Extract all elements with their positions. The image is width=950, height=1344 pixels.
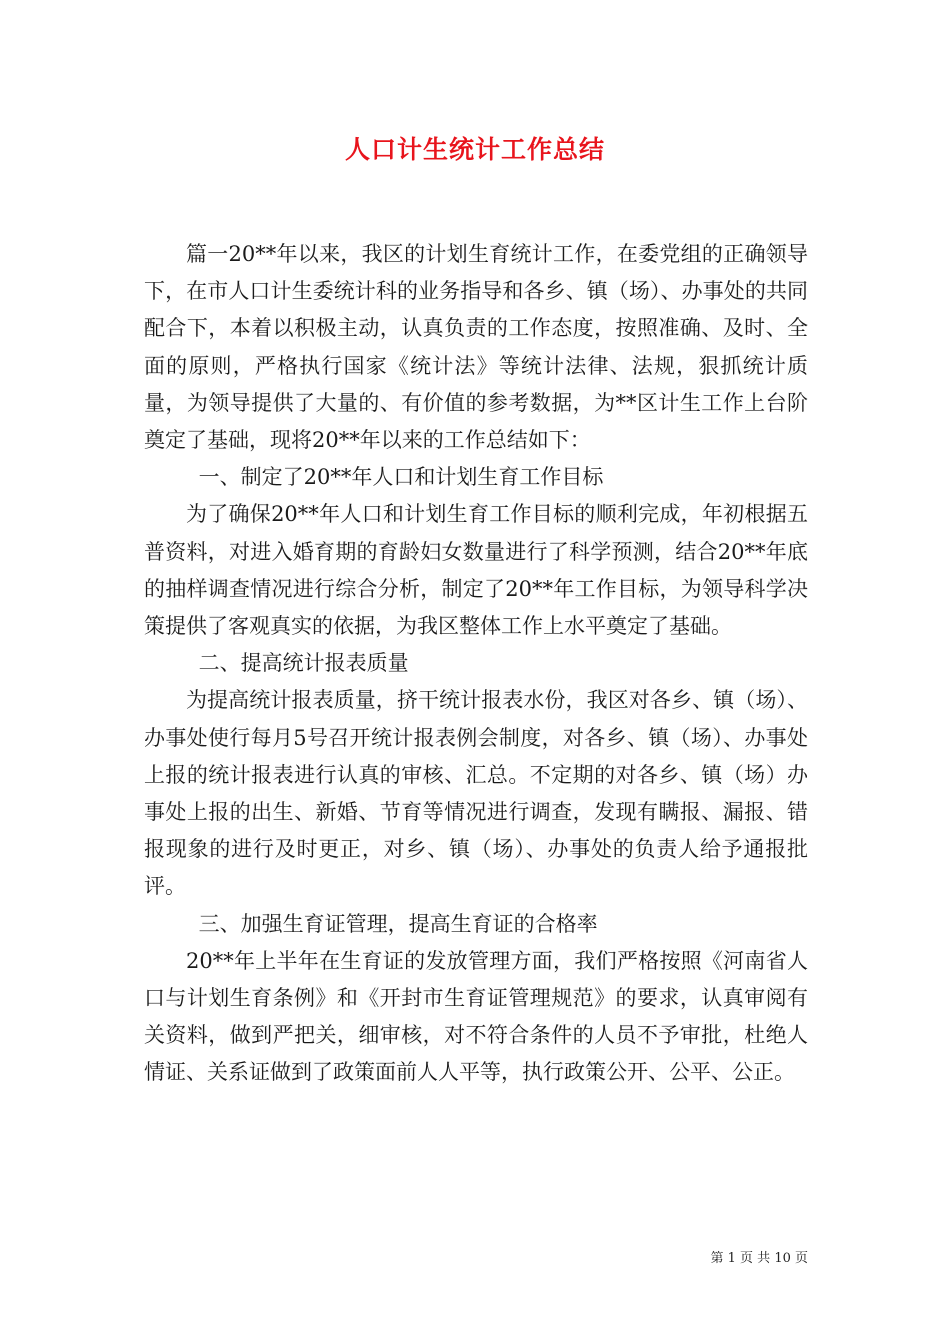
section-heading-3: 三、加强生育证管理，提高生育证的合格率 xyxy=(198,911,598,936)
section-heading-1: 一、制定了20**年人口和计划生育工作目标 xyxy=(198,465,604,490)
paragraph-section-2: 为提高统计报表质量，挤干统计报表水份，我区对各乡、镇（场）、办事处使行每月5号召开统计报表例会制度，对各乡、镇（场）、办事处上报的统计报表进行认真的审核、汇总。不定期的对各乡、镇（场）办事处上报的出生、新婚、节育等情况进行调查，发现有瞒报、漏报、错报现象的进行及时更正，对乡、镇（场）、办事处的负责人给予通报批评。 xyxy=(144,688,808,899)
paragraph-intro: 篇一20**年以来，我区的计划生育统计工作，在委党组的正确领导下，在市人口计生委统计科的业务指导和各乡、镇（场）、办事处的共同配合下，本着以积极主动，认真负责的工作态度，按照准确、及时、全面的原则，严格执行国家《统计法》等统计法律、法规，狠抓统计质量，为领导提供了大量的、有价值的参考数据，为**区计生工作上台阶奠定了基础，现将20**年以来的工作总结如下： xyxy=(144,242,808,453)
section-heading-2: 二、提高统计报表质量 xyxy=(198,651,409,676)
paragraph-section-3: 20**年上半年在生育证的发放管理方面，我们严格按照《河南省人口与计划生育条例》和《开封市生育证管理规范》的要求，认真审阅有关资料，做到严把关，细审核，对不符合条件的人员不予审批，杜绝人情证、关系证做到了政策面前人人平等，执行政策公开、公平、公正。 xyxy=(144,948,808,1085)
page-indicator: 第 1 页 共 10 页 xyxy=(710,1251,808,1266)
paragraph-section-1: 为了确保20**年人口和计划生育工作目标的顺利完成，年初根据五普资料，对进入婚育期的育龄妇女数量进行了科学预测，结合20**年底的抽样调查情况进行综合分析，制定了20**年工作目标，为领导科学决策提供了客观真实的依据，为我区整体工作上水平奠定了基础。 xyxy=(144,502,808,639)
document-title: 人口计生统计工作总结 xyxy=(344,135,605,164)
document-body xyxy=(144,236,808,1092)
